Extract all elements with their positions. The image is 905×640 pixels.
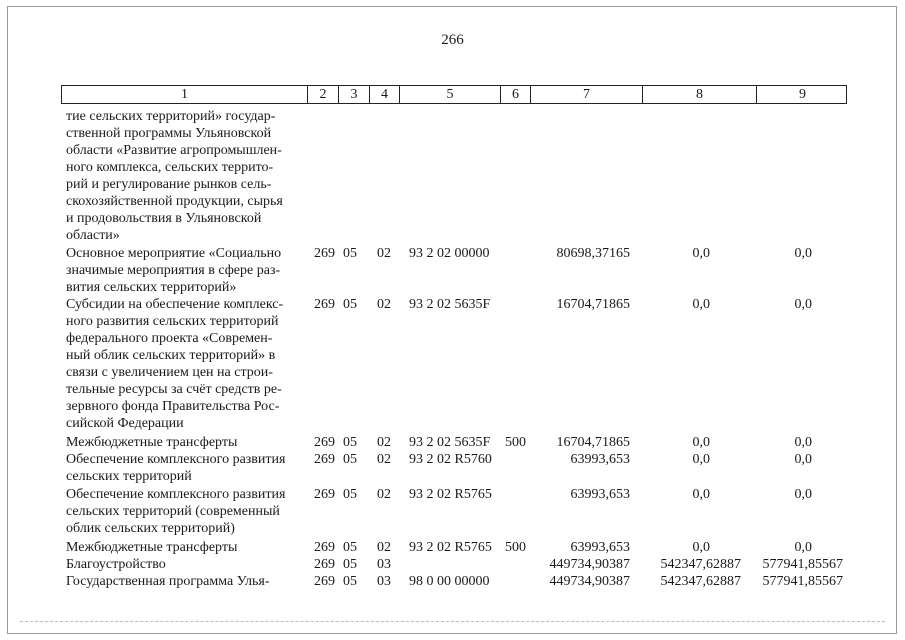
page-number: 266 [441,32,464,48]
header-col-4: 4 [370,86,400,103]
header-col-2: 2 [308,86,339,103]
row-6-col-5: 93 2 02 R5765 [409,540,492,555]
header-col-7: 7 [531,86,643,103]
row-8-description [66,573,302,590]
row-2-col-8: 0,0 [692,297,710,312]
row-2-col-2: 269 [314,297,335,312]
desc-line: вития сельских территорий» [66,280,237,295]
row-7-col-9: 577941,85567 [762,557,843,572]
row-1-description [66,245,302,296]
row-3-col-8: 0,0 [692,435,710,450]
row-3-col-2: 269 [314,435,335,450]
row-1-col-3: 05 [343,246,357,261]
row-1-col-7: 80698,37165 [556,246,630,261]
table-header [61,85,847,104]
header-col-3: 3 [339,86,370,103]
row-8-col-7: 449734,90387 [549,574,630,589]
desc-line: сийской Федерации [66,416,184,431]
row-2-description [66,296,302,432]
row-4-col-9: 0,0 [794,452,812,467]
row-2-col-3: 05 [343,297,357,312]
scan-edge-line [20,621,885,622]
header-col-8: 8 [643,86,757,103]
desc-line: тельные ресурсы за счёт средств ре- [66,382,282,397]
row-3-col-3: 05 [343,435,357,450]
desc-line: Субсидии на обеспечение комплекс- [66,297,284,312]
row-5-col-9: 0,0 [794,487,812,502]
desc-line: Государственная программа Улья- [66,574,270,589]
row-4-col-8: 0,0 [692,452,710,467]
desc-line: рий и регулирование рынков сель- [66,177,272,192]
row-8-col-9: 577941,85567 [762,574,843,589]
row-8-col-5: 98 0 00 00000 [409,574,490,589]
row-5-description [66,486,302,537]
row-5-col-7: 63993,653 [570,487,630,502]
row-1-col-2: 269 [314,246,335,261]
desc-line: ственной программы Ульяновской [66,126,272,141]
desc-line: Межбюджетные трансферты [66,435,238,450]
row-4-col-5: 93 2 02 R5760 [409,452,492,467]
row-6-col-3: 05 [343,540,357,555]
row-6-col-2: 269 [314,540,335,555]
row-1-col-5: 93 2 02 00000 [409,246,490,261]
row-7-col-2: 269 [314,557,335,572]
row-7-description [66,556,302,573]
row-0-description [66,108,302,244]
desc-line: тие сельских территорий» государ- [66,109,276,124]
row-2-col-5: 93 2 02 5635F [409,297,491,312]
desc-line: Межбюджетные трансферты [66,540,238,555]
row-5-col-5: 93 2 02 R5765 [409,487,492,502]
row-6-col-9: 0,0 [794,540,812,555]
row-5-col-3: 05 [343,487,357,502]
desc-line: федерального проекта «Современ- [66,331,273,346]
row-5-col-4: 02 [377,487,391,502]
desc-line: области «Развитие агропромышлен- [66,143,282,158]
desc-line: области» [66,228,120,243]
desc-line: ный облик сельских территорий» в [66,348,276,363]
header-col-1: 1 [62,86,308,103]
row-4-col-7: 63993,653 [570,452,630,467]
row-8-col-8: 542347,62887 [660,574,741,589]
desc-line: облик сельских территорий) [66,521,235,536]
row-1-col-4: 02 [377,246,391,261]
row-4-col-2: 269 [314,452,335,467]
row-7-col-7: 449734,90387 [549,557,630,572]
desc-line: сельских территорий (современный [66,504,280,519]
row-6-col-8: 0,0 [692,540,710,555]
row-3-col-5: 93 2 02 5635F [409,435,491,450]
desc-line: Обеспечение комплексного развития [66,452,286,467]
row-3-col-9: 0,0 [794,435,812,450]
row-6-col-6: 500 [505,540,526,555]
row-8-col-3: 05 [343,574,357,589]
row-5-col-2: 269 [314,487,335,502]
desc-line: ного развития сельских территорий [66,314,279,329]
row-3-col-7: 16704,71865 [556,435,630,450]
row-6-col-7: 63993,653 [570,540,630,555]
row-1-col-9: 0,0 [794,246,812,261]
row-2-col-7: 16704,71865 [556,297,630,312]
row-5-col-8: 0,0 [692,487,710,502]
row-3-col-4: 02 [377,435,391,450]
desc-line: ного комплекса, сельских террито- [66,160,274,175]
row-3-col-6: 500 [505,435,526,450]
row-8-col-4: 03 [377,574,391,589]
row-6-description [66,539,302,556]
row-7-col-4: 03 [377,557,391,572]
desc-line: Основное мероприятие «Социально [66,246,282,261]
row-1-col-8: 0,0 [692,246,710,261]
desc-line: скохозяйственной продукции, сырья [66,194,283,209]
header-col-9: 9 [799,87,806,102]
row-2-col-4: 02 [377,297,391,312]
desc-line: Благоустройство [66,557,166,572]
row-3-description [66,434,302,451]
row-8-col-2: 269 [314,574,335,589]
header-col-5: 5 [400,86,501,103]
desc-line: Обеспечение комплексного развития [66,487,286,502]
row-4-col-3: 05 [343,452,357,467]
header-col-6: 6 [501,86,531,103]
row-2-col-9: 0,0 [794,297,812,312]
row-7-col-3: 05 [343,557,357,572]
desc-line: сельских территорий [66,469,192,484]
desc-line: зервного фонда Правительства Рос- [66,399,280,414]
row-6-col-4: 02 [377,540,391,555]
row-7-col-8: 542347,62887 [660,557,741,572]
row-4-description [66,451,302,485]
row-4-col-4: 02 [377,452,391,467]
desc-line: и продовольствия в Ульяновской [66,211,262,226]
desc-line: значимые мероприятия в сфере раз- [66,263,281,278]
desc-line: связи с увеличением цен на строи- [66,365,273,380]
